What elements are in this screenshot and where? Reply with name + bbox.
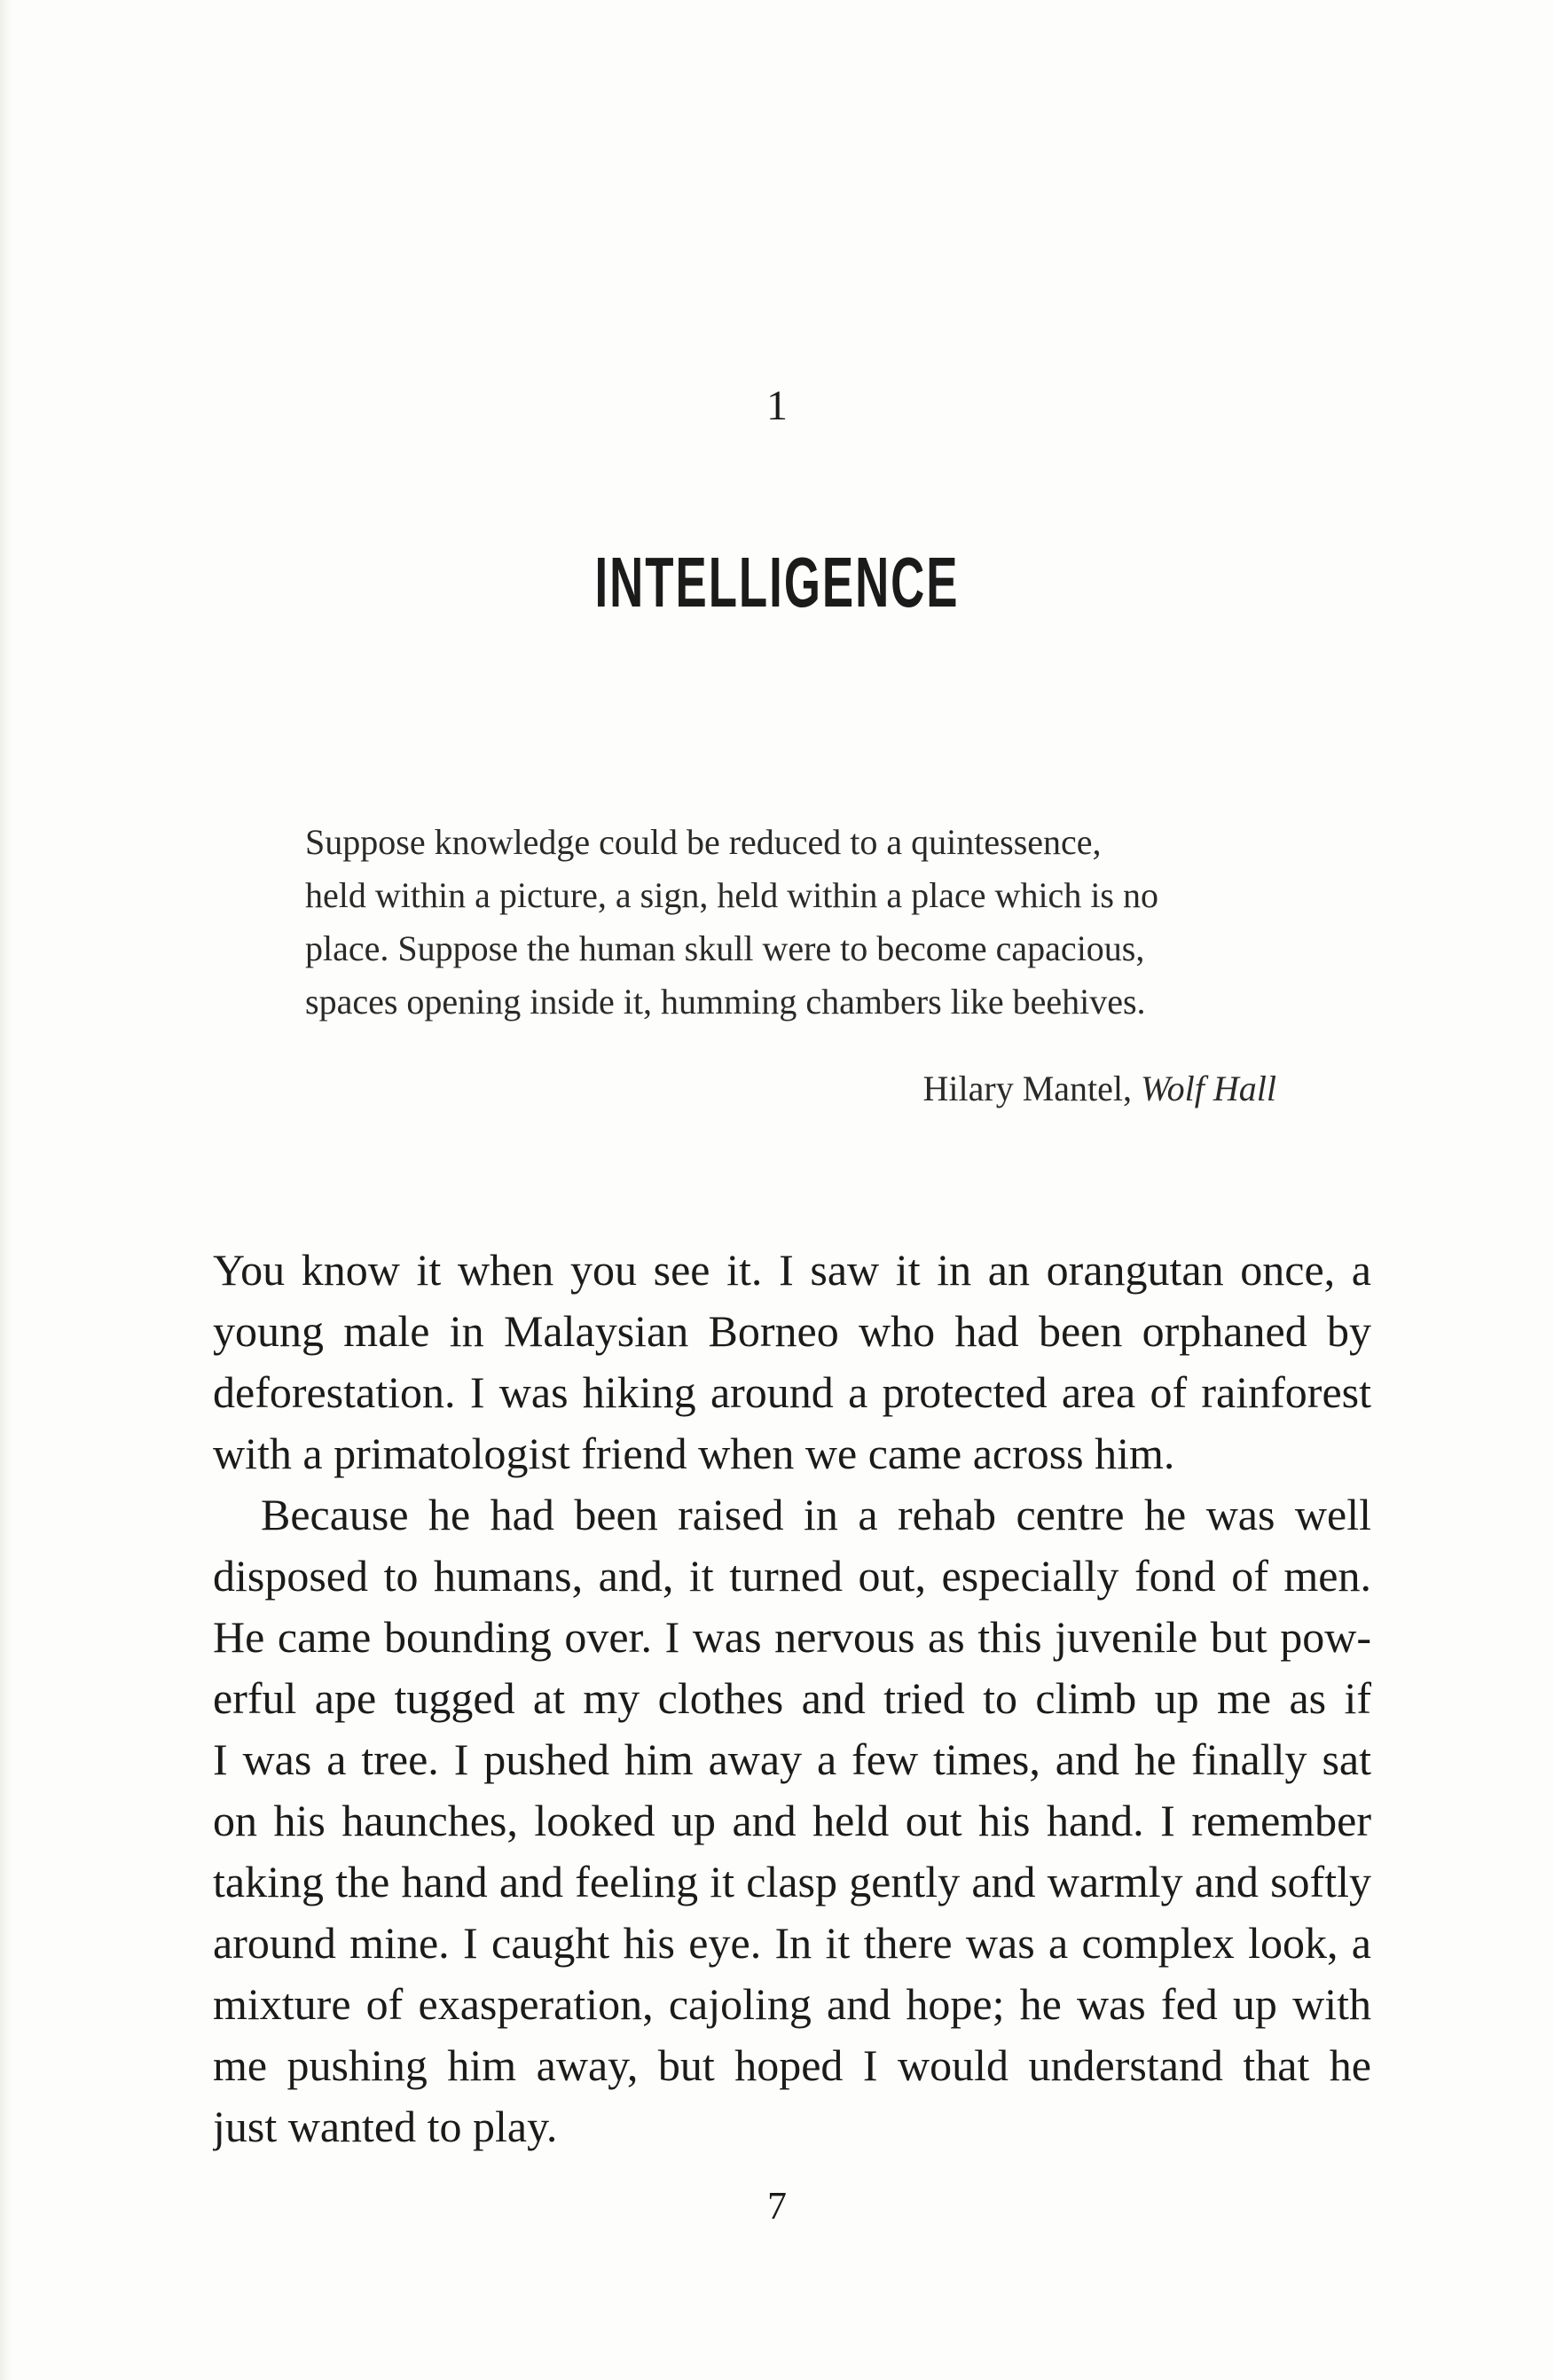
text-line: I was a tree. I pushed him away a few times, and he finally sat bbox=[213, 1734, 1371, 1784]
epigraph-line: spaces opening inside it, humming chambers like beehives. bbox=[305, 982, 1146, 1022]
text-line: with a primatologist friend when we came across him. bbox=[213, 1429, 1175, 1478]
text-line: deforestation. I was hiking around a protected area of rainforest bbox=[213, 1367, 1371, 1417]
text-line: You know it when you see it. I saw it in an orangutan once, a bbox=[213, 1245, 1371, 1295]
epigraph-work-title: Wolf Hall bbox=[1141, 1069, 1276, 1108]
text-line: young male in Malaysian Borneo who had been orphaned by bbox=[213, 1306, 1371, 1356]
text-line: mixture of exasperation, cajoling and hope; he was fed up with bbox=[213, 1979, 1371, 2029]
text-line: disposed to humans, and, it turned out, especially fond of men. bbox=[213, 1551, 1371, 1601]
text-line: on his haunches, looked up and held out his hand. I remember bbox=[213, 1796, 1371, 1845]
text-line: around mine. I caught his eye. In it there was a complex look, a bbox=[213, 1918, 1371, 1968]
epigraph-line: place. Suppose the human skull were to become capacious, bbox=[305, 928, 1145, 968]
text-line: erful ape tugged at my clothes and tried to climb up me as if bbox=[213, 1673, 1371, 1723]
page-number: 7 bbox=[767, 2184, 787, 2227]
text-line: Because he had been raised in a rehab centre he was well bbox=[261, 1490, 1371, 1539]
text-line: taking the hand and feeling it clasp gently and warmly and softly bbox=[213, 1857, 1371, 1906]
text-line: me pushing him away, but hoped I would understand that he bbox=[213, 2040, 1371, 2090]
epigraph-author: Hilary Mantel, bbox=[922, 1069, 1132, 1108]
paragraph-1 bbox=[213, 1240, 1371, 1484]
epigraph-line: Suppose knowledge could be reduced to a quintessence, bbox=[305, 822, 1102, 862]
page-edge-shadow bbox=[0, 0, 12, 2380]
text-line: just wanted to play. bbox=[213, 2102, 558, 2151]
epigraph-quote bbox=[305, 816, 1299, 1029]
epigraph-line: held within a picture, a sign, held within a place which is no bbox=[305, 875, 1158, 915]
epigraph-attribution bbox=[923, 1062, 1277, 1116]
body-text bbox=[213, 1240, 1371, 2157]
paragraph-2 bbox=[213, 1484, 1371, 2157]
text-line: He came bounding over. I was nervous as this juvenile but pow- bbox=[213, 1612, 1371, 1662]
chapter-title: INTELLIGENCE bbox=[594, 543, 960, 622]
chapter-number: 1 bbox=[766, 382, 788, 429]
